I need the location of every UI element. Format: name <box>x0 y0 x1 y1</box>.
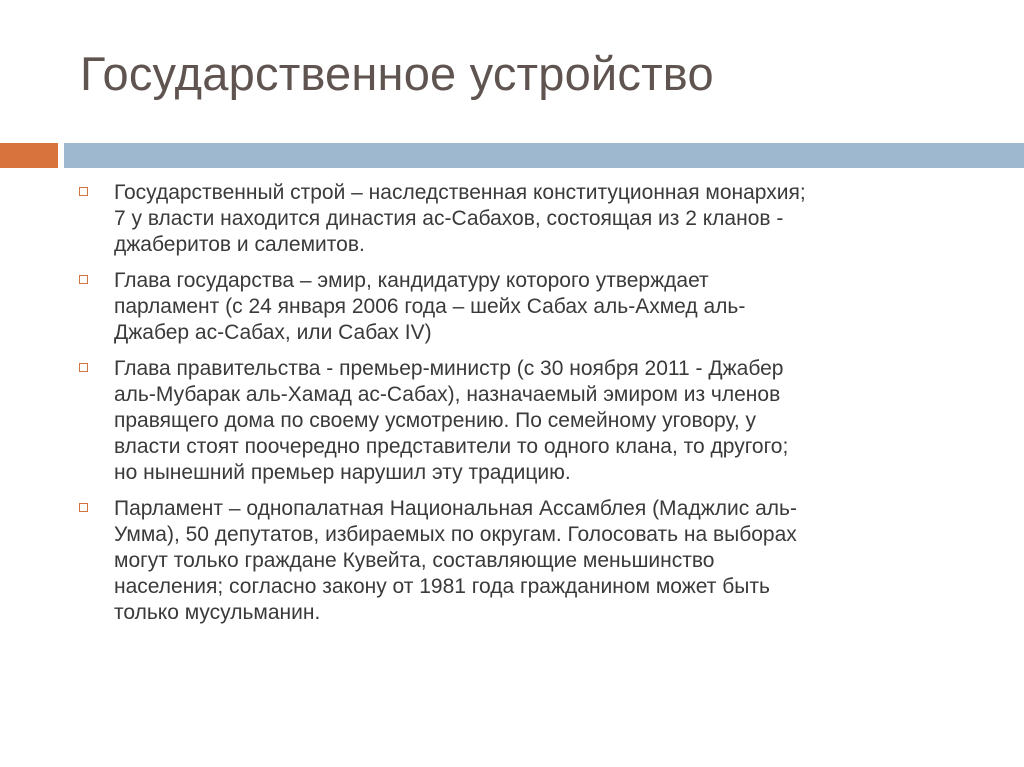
bullet-text <box>114 496 979 626</box>
bullet-line: джаберитов и салемитов. <box>114 233 365 256</box>
square-bullet-icon <box>79 363 88 372</box>
bullet-line: власти стоят поочередно представители то одного клана, то другого; <box>114 435 789 458</box>
bullet-text <box>114 180 979 258</box>
bullet-line: Умма), 50 депутатов, избираемых по округам. Голосовать на выборах <box>114 523 797 546</box>
bullet-item-government-system <box>79 180 979 258</box>
bullet-text <box>114 356 979 486</box>
bullet-item-parliament <box>79 496 979 626</box>
bullet-line: Джабер ас-Сабах, или Сабах IV) <box>114 321 432 344</box>
bullet-line: Парламент – однопалатная Национальная Ассамблея (Маджлис аль- <box>114 497 797 520</box>
slide-title: Государственное устройство <box>80 47 714 100</box>
bullet-line: Глава государства – эмир, кандидатуру которого утверждает <box>114 269 709 292</box>
bullet-item-head-of-government <box>79 356 979 486</box>
bullet-line: 7 у власти находится династия ас-Сабахов, состоящая из 2 кланов - <box>114 207 784 230</box>
bullet-line: могут только граждане Кувейта, составляющие меньшинство <box>114 549 715 572</box>
bullet-line: Глава правительства - премьер-министр (с 30 ноября 2011 - Джабер <box>114 357 784 380</box>
bullet-list <box>79 180 979 636</box>
bullet-line: но нынешний премьер нарушил эту традицию. <box>114 461 571 484</box>
square-bullet-icon <box>79 187 88 196</box>
square-bullet-icon <box>79 503 88 512</box>
bullet-line: населения; согласно закону от 1981 года гражданином может быть <box>114 575 770 598</box>
bullet-line: Государственный строй – наследственная конституционная монархия; <box>114 181 806 204</box>
bullet-line: правящего дома по своему усмотрению. По семейному уговору, у <box>114 409 757 432</box>
bullet-item-head-of-state <box>79 268 979 346</box>
bullet-line: аль-Мубарак аль-Хамад ас-Сабах), назначаемый эмиром из членов <box>114 383 781 406</box>
accent-bar <box>0 143 58 168</box>
title-divider-bar <box>64 143 1024 168</box>
square-bullet-icon <box>79 275 88 284</box>
bullet-line: только мусульманин. <box>114 601 321 624</box>
bullet-text <box>114 268 979 346</box>
bullet-line: парламент (с 24 января 2006 года – шейх Сабах аль-Ахмед аль- <box>114 295 746 318</box>
